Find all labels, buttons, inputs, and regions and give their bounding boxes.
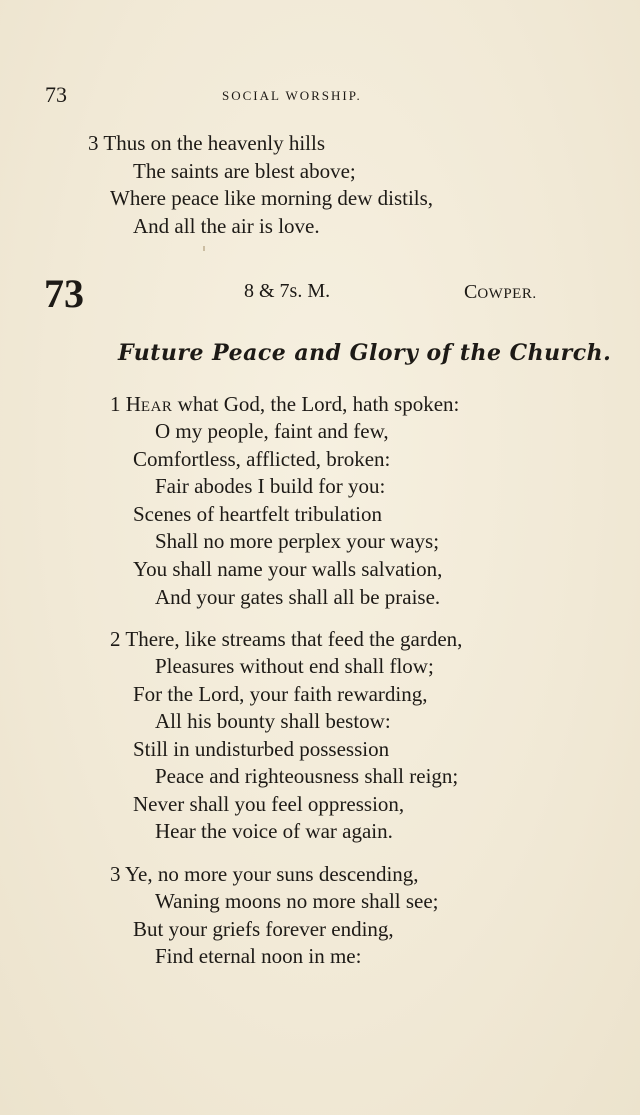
stanza-line: And your gates shall all be praise. (155, 585, 441, 609)
stanza-line: Never shall you feel oppression, (133, 792, 405, 816)
paper-speck (203, 246, 205, 251)
stanza-line: Find eternal noon in me: (155, 944, 362, 968)
stanza-line: Hear the voice of war again. (155, 819, 393, 843)
stanza-line: Peace and righteousness shall reign; (155, 764, 459, 788)
stanza-line: Comfortless, afflicted, broken: (133, 447, 391, 471)
page-number: 73 (45, 82, 67, 107)
running-title: SOCIAL WORSHIP. (222, 88, 362, 103)
stanza-line: Shall no more perplex your ways; (155, 529, 440, 553)
prev-stanza-line: The saints are blest above; (133, 159, 356, 183)
stanza-line: Still in undisturbed possession (133, 737, 390, 761)
stanza-line: O my people, faint and few, (155, 419, 389, 443)
prev-stanza-line: Where peace like morning dew distils, (110, 186, 434, 210)
prev-stanza-line: And all the air is love. (133, 214, 320, 238)
stanza-line: Pleasures without end shall flow; (155, 654, 434, 678)
stanza-line: Fair abodes I build for you: (155, 474, 386, 498)
hymn-meter: 8 & 7s. M. (244, 280, 331, 302)
hymn-title: Future Peace and Glory of the Church. (118, 340, 612, 366)
stanza-line: Scenes of heartfelt tribulation (133, 502, 382, 526)
stanza-line: 3 Ye, no more your suns descending, (110, 862, 419, 886)
stanza-line: You shall name your walls salvation, (133, 557, 443, 581)
stanza-line: All his bounty shall bestow: (155, 709, 391, 733)
stanza-line: 2 There, like streams that feed the garden, (110, 627, 463, 651)
prev-stanza-line: 3 Thus on the heavenly hills (88, 131, 325, 155)
stanza-line: But your griefs forever ending, (133, 917, 394, 941)
stanza-line: Waning moons no more shall see; (155, 889, 439, 913)
stanza-line: For the Lord, your faith rewarding, (133, 682, 428, 706)
stanza-1-first-line: 1 HEAR what God, the Lord, hath spoken: (110, 392, 460, 416)
hymn-number: 73 (44, 271, 84, 316)
hymn-author: COWPER. (464, 281, 537, 303)
